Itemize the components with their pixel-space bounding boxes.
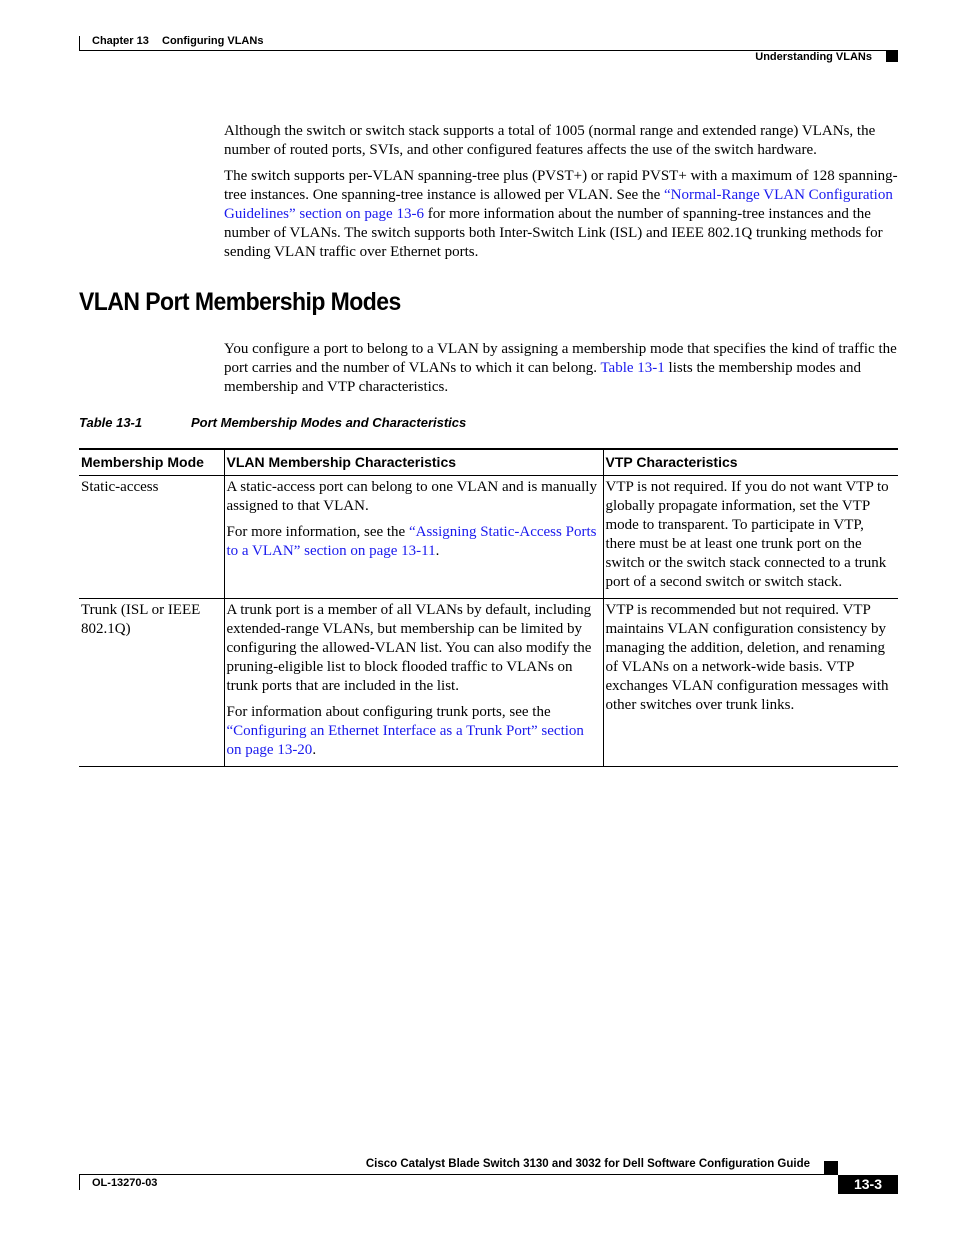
page-number: 13-3 [838, 1175, 898, 1194]
footer-guide-title: Cisco Catalyst Blade Switch 3130 and 3032 for Dell Software Configuration Guide [365, 1158, 810, 1170]
cell-vtp-characteristics: VTP is recommended but not required. VTP maintains VLAN configuration consistency by managing the addition, deletion, and renaming of VLANs on a network-wide basis. VTP exchanges VLAN configuration messages with other switches over trunk links. [603, 599, 898, 767]
column-header-vlan-characteristics: VLAN Membership Characteristics [224, 449, 603, 476]
table-row [79, 599, 898, 767]
header-chapter: Chapter 13 [92, 35, 149, 47]
header-chapter-title: Configuring VLANs [162, 35, 264, 47]
footer-left-rule [79, 1174, 80, 1190]
cell-vtp-characteristics: VTP is not required. If you do not want VTP to globally propagate information, set the VTP mode to transparent. To participate in VTP, there must be at least one trunk port on the switch or the switch stack connected to a trunk port of a second switch or switch stack. [603, 476, 898, 599]
cell-mode: Trunk (ISL or IEEE 802.1Q) [79, 599, 224, 767]
static-access-ports-link[interactable]: “Assigning Static-Access Ports to a VLAN” section on page 13-11 [226, 524, 597, 559]
normal-range-guidelines-link[interactable]: “Normal-Range VLAN Configuration Guidelines” section on page 13-6 [224, 187, 893, 222]
footer-doc-number: OL-13270-03 [92, 1177, 158, 1189]
intro-paragraph-1: Although the switch or switch stack supports a total of 1005 (normal range and extended range) VLANs, the number of routed ports, SVIs, and other configured features affects the use of the switch hardware. [224, 123, 876, 158]
table-13-1-link[interactable]: Table 13-1 [600, 360, 665, 376]
cell-vlan-characteristics: A static-access port can belong to one VLAN and is manually assigned to that VLAN. For more information, see the “Assigning Static-Access Ports to a VLAN” section on page 13-11. [224, 476, 603, 599]
column-header-membership-mode: Membership Mode [79, 449, 224, 476]
header-section: Understanding VLANs [755, 51, 872, 63]
cell-vlan-characteristics: A trunk port is a member of all VLANs by default, including extended-range VLANs, but membership can be limited by configuring the allowed-VLAN list. You can also modify the pruning-eligible list to block flooded traffic to VLANs on trunk ports that are included in the list. For information about configuring trunk ports, see the “Configuring an Ethernet Interface as a Trunk Port” section on page 13-20. [224, 599, 603, 767]
column-header-vtp-characteristics: VTP Characteristics [603, 449, 898, 476]
footer-rule [79, 1174, 838, 1175]
membership-modes-table [79, 448, 898, 767]
header-left-rule [79, 36, 80, 50]
table-caption-number: Table 13-1 [79, 415, 143, 430]
section-title: VLAN Port Membership Modes [79, 288, 401, 316]
trunk-port-config-link[interactable]: “Configuring an Ethernet Interface as a Trunk Port” section on page 13-20 [226, 723, 584, 758]
header-marker [886, 51, 898, 62]
table-caption-title: Port Membership Modes and Characteristics [191, 415, 467, 430]
section-paragraph: You configure a port to belong to a VLAN by assigning a membership mode that specifies the kind of traffic the port carries and the number of VLANs to which it can belong. Table 13-1 lists the membership modes and membership and VTP characteristics. [224, 341, 897, 395]
intro-paragraph-2: The switch supports per-VLAN spanning-tree plus (PVST+) or rapid PVST+ with a maximum of 128 spanning-tree instances. One spanning-tree instance is allowed per VLAN. See the “Normal-Range VLAN Configuration Guidelines” section on page 13-6 for more information about the number of spanning-tree instances and the number of VLANs. The switch supports both Inter-Switch Link (ISL) and IEEE 802.1Q trunking methods for sending VLAN traffic over Ethernet ports. [224, 168, 898, 260]
table-header-row [79, 449, 898, 476]
footer-marker [824, 1161, 838, 1174]
table-row [79, 476, 898, 599]
cell-mode: Static-access [79, 476, 224, 599]
